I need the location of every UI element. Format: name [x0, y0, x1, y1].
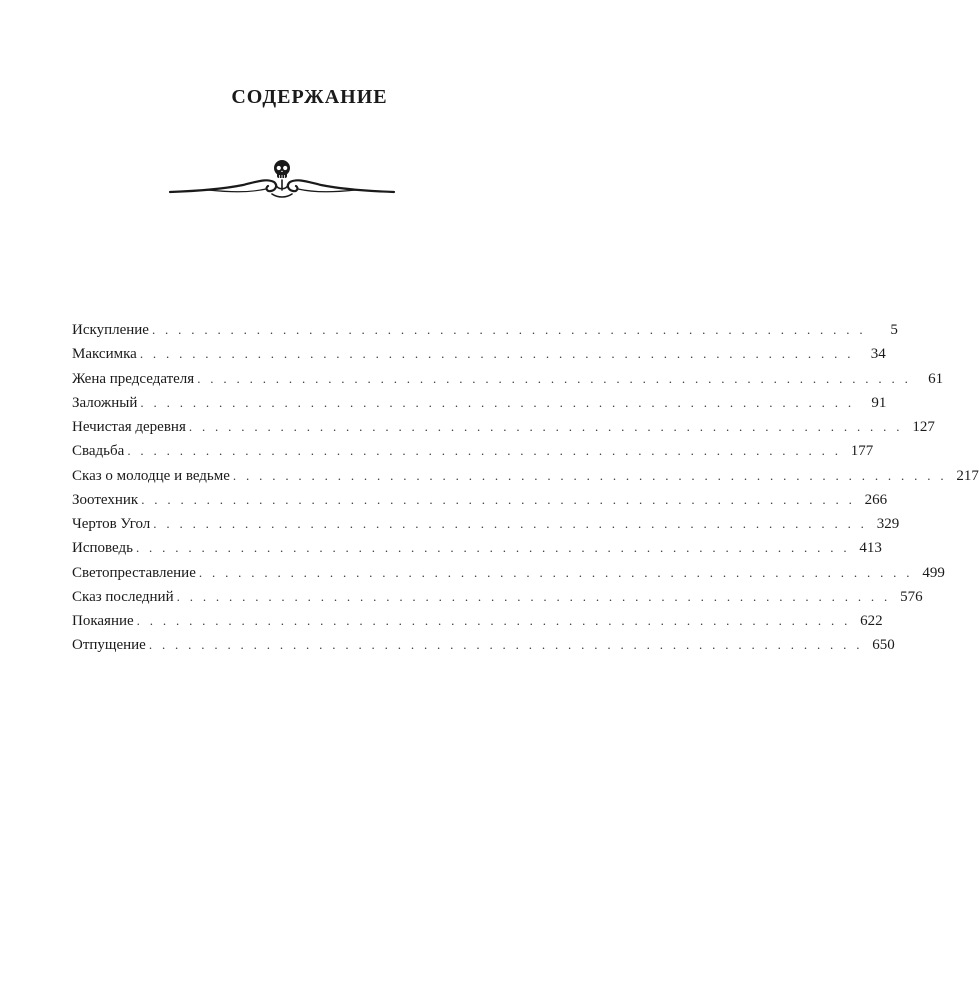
toc-dot-leader: . . . . . . . . . . . . . . . . . . . . . . . . . . . . . . . . . . . . . . . . . . . . . . . . . . . . . . . — [232, 467, 947, 483]
toc-entry-page-number: 5 — [890, 322, 898, 338]
toc-entry-title: Максимка — [72, 346, 137, 363]
toc-dot-leader: . . . . . . . . . . . . . . . . . . . . . . . . . . . . . . . . . . . . . . . . . . . . . . . . . . . . . . . — [197, 370, 912, 386]
toc-dot-leader: . . . . . . . . . . . . . . . . . . . . . . . . . . . . . . . . . . . . . . . . . . . . . . . . . . . . . . . — [136, 613, 851, 628]
toc-dot-leader: . . . . . . . . . . . . . . . . . . . . . . . . . . . . . . . . . . . . . . . . . . . . . . . . . . . . . . . — [148, 637, 863, 653]
toc-entry-page-number: 576 — [900, 588, 923, 605]
toc-entry[interactable] — [72, 464, 979, 488]
toc-entry[interactable] — [72, 391, 887, 415]
toc-entry-title: Свадьба — [72, 443, 125, 460]
toc-entry-title: Зоотехник — [72, 491, 139, 508]
toc-entry-title: Исповедь — [72, 540, 133, 557]
toc-entry[interactable] — [72, 488, 888, 512]
skull-flourish-icon — [168, 158, 396, 202]
toc-dot-leader: . . . . . . . . . . . . . . . . . . . . . . . . . . . . . . . . . . . . . . . . . . . . . . . . . . . . . . . — [139, 346, 854, 362]
toc-entry-title: Сказ о молодце и ведьме — [72, 467, 230, 484]
toc-entry-page-number: 499 — [922, 564, 945, 581]
page-title: СОДЕРЖАНИЕ — [231, 86, 388, 108]
toc-dot-leader: . . . . . . . . . . . . . . . . . . . . . . . . . . . . . . . . . . . . . . . . . . . . . . . . . . . . . . . — [188, 419, 903, 434]
toc-entry[interactable] — [72, 585, 923, 609]
toc-entry[interactable] — [72, 367, 944, 391]
toc-entry-page-number: 91 — [871, 394, 887, 411]
toc-entry-page-number: 217 — [956, 467, 979, 484]
toc-entry-title: Нечистая деревня — [72, 419, 186, 435]
toc-entry[interactable] — [72, 318, 898, 342]
toc-dot-leader: . . . . . . . . . . . . . . . . . . . . . . . . . . . . . . . . . . . . . . . . . . . . . . . . . . . . . . . — [141, 491, 856, 507]
toc-entry-page-number: 266 — [864, 491, 888, 508]
toc-entry[interactable] — [72, 609, 883, 633]
toc-entry[interactable] — [72, 415, 935, 439]
toc-entry[interactable] — [72, 342, 886, 366]
toc-entry-page-number: 650 — [872, 637, 895, 654]
toc-entry-title: Светопреставление — [72, 564, 196, 581]
toc-entry-page-number: 177 — [850, 443, 874, 460]
toc-dot-leader: . . . . . . . . . . . . . . . . . . . . . . . . . . . . . . . . . . . . . . . . . . . . . . . . . . . . . . . — [135, 540, 850, 556]
toc-entry-page-number: 622 — [860, 613, 883, 629]
table-of-contents — [72, 318, 979, 658]
toc-entry[interactable] — [72, 536, 882, 560]
toc-dot-leader: . . . . . . . . . . . . . . . . . . . . . . . . . . . . . . . . . . . . . . . . . . . . . . . . . . . . . . . — [198, 564, 913, 580]
toc-entry-title: Жена председателя — [72, 370, 195, 387]
toc-entry-title: Сказ последний — [72, 588, 174, 605]
toc-dot-leader: . . . . . . . . . . . . . . . . . . . . . . . . . . . . . . . . . . . . . . . . . . . . . . . . . . . . . . . — [127, 443, 842, 459]
toc-entry-title: Покаяние — [72, 613, 134, 629]
toc-entry[interactable] — [72, 633, 895, 657]
toc-entry-page-number: 413 — [859, 540, 882, 557]
toc-dot-leader: . . . . . . . . . . . . . . . . . . . . . . . . . . . . . . . . . . . . . . . . . . . . . . . . . . . . . . . — [153, 516, 868, 531]
toc-entry[interactable] — [72, 561, 945, 585]
toc-entry-page-number: 61 — [928, 370, 944, 387]
toc-entry-title: Отпущение — [72, 637, 146, 654]
toc-entry-page-number: 329 — [876, 516, 900, 532]
toc-entry-page-number: 127 — [912, 419, 935, 435]
toc-entry[interactable] — [72, 512, 900, 536]
toc-entry-title: Искупление — [72, 322, 149, 338]
toc-dot-leader: . . . . . . . . . . . . . . . . . . . . . . . . . . . . . . . . . . . . . . . . . . . . . . . . . . . . . . . — [151, 322, 866, 337]
toc-entry-title: Чертов Угол — [72, 516, 151, 532]
toc-entry[interactable] — [72, 439, 874, 463]
toc-entry-page-number: 34 — [870, 346, 886, 363]
toc-entry-title: Заложный — [72, 394, 138, 411]
toc-dot-leader: . . . . . . . . . . . . . . . . . . . . . . . . . . . . . . . . . . . . . . . . . . . . . . . . . . . . . . . — [140, 394, 855, 410]
toc-dot-leader: . . . . . . . . . . . . . . . . . . . . . . . . . . . . . . . . . . . . . . . . . . . . . . . . . . . . . . . — [176, 588, 891, 604]
